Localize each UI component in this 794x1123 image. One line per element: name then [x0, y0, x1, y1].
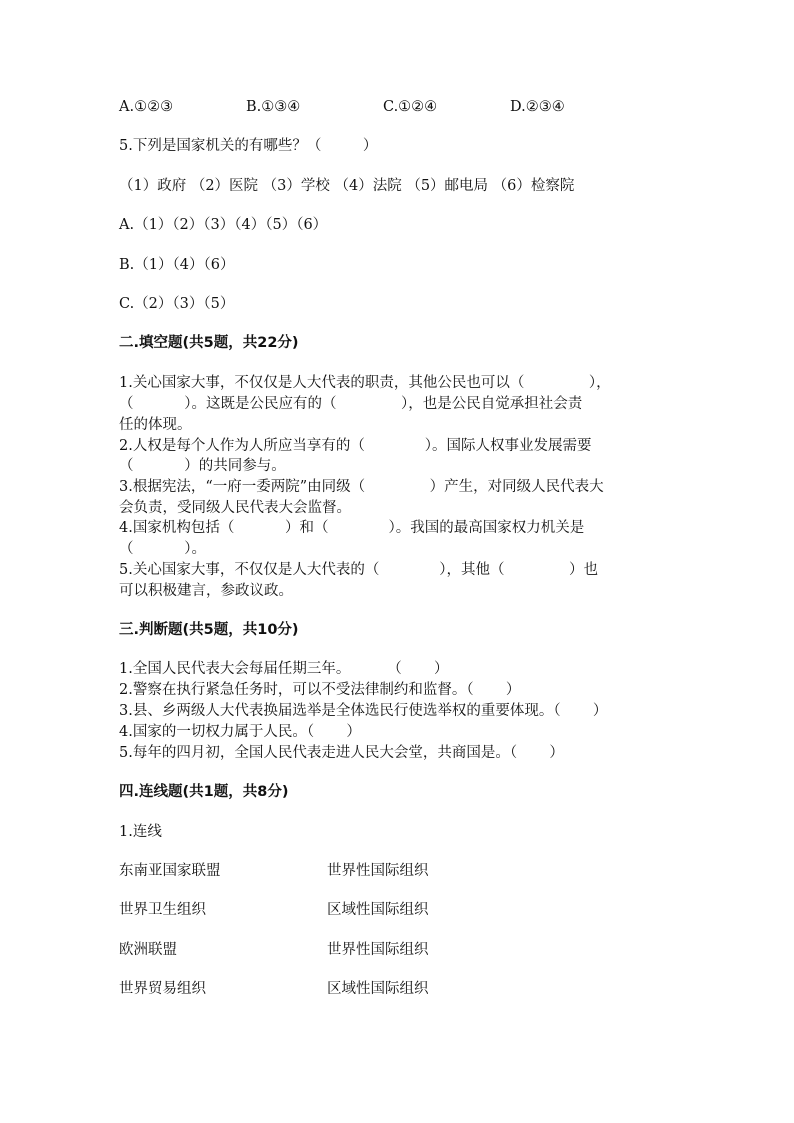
q5-stem: 5.下列是国家机关的有哪些？（ ）: [119, 138, 378, 154]
q4-option-b: B.①③④: [246, 99, 301, 115]
section2-line: 可以积极建言，参政议政。: [119, 583, 293, 599]
section4-heading: 四.连线题(共1题，共8分): [119, 784, 289, 800]
match-left-item: 世界贸易组织: [119, 981, 206, 997]
section3-line: 5.每年的四月初，全国人民代表走进人民大会堂，共商国是。（ ）: [119, 745, 564, 761]
section2-line: （ ）。这既是公民应有的（ ），也是公民自觉承担社会责: [119, 396, 583, 412]
section2-line: 2.人权是每个人作为人所应当享有的（ ）。国际人权事业发展需要: [119, 438, 592, 454]
q4-option-d: D.②③④: [510, 99, 565, 115]
q5-choice-b: B.（1）（4）（6）: [119, 257, 235, 273]
section2-line: 会负责，受同级人民代表大会监督。: [119, 500, 351, 516]
section3-line: 2.警察在执行紧急任务时，可以不受法律制约和监督。（ ）: [119, 682, 521, 698]
match-right-item: 世界性国际组织: [327, 942, 429, 958]
q5-choice-a: A.（1）（2）（3）（4）（5）（6）: [119, 217, 328, 233]
section4-stem: 1.连线: [119, 824, 162, 840]
section2-line: 4.国家机构包括（ ）和（ ）。我国的最高国家权力机关是: [119, 520, 585, 536]
section2-line: 1.关心国家大事，不仅仅是人大代表的职责，其他公民也可以（ ），: [119, 375, 611, 391]
section2-line: 任的体现。: [119, 417, 192, 433]
section2-line: （ ）的共同参与。: [119, 458, 286, 474]
q4-option-c: C.①②④: [383, 99, 438, 115]
match-left-item: 欧洲联盟: [119, 942, 177, 958]
match-left-item: 世界卫生组织: [119, 902, 206, 918]
q4-option-a: A.①②③: [119, 99, 174, 115]
section3-line: 3.县、乡两级人大代表换届选举是全体选民行使选举权的重要体现。（ ）: [119, 703, 608, 719]
q5-choice-c: C.（2）（3）（5）: [119, 296, 235, 312]
section3-line: 1.全国人民代表大会每届任期三年。 （ ）: [119, 661, 449, 677]
q5-items: （1）政府 （2）医院 （3）学校 （4）法院 （5）邮电局 （6）检察院: [119, 178, 575, 194]
match-right-item: 区域性国际组织: [327, 902, 429, 918]
section2-heading: 二.填空题(共5题，共22分): [119, 335, 299, 351]
section2-line: 5.关心国家大事，不仅仅是人大代表的（ ），其他（ ）也: [119, 562, 599, 578]
match-left-item: 东南亚国家联盟: [119, 863, 221, 879]
match-right-item: 世界性国际组织: [327, 863, 429, 879]
section3-line: 4.国家的一切权力属于人民。（ ）: [119, 724, 361, 740]
section3-heading: 三.判断题(共5题，共10分): [119, 622, 299, 638]
section2-line: （ ）。: [119, 541, 206, 557]
match-right-item: 区域性国际组织: [327, 981, 429, 997]
section2-line: 3.根据宪法，“一府一委两院”由同级（ ）产生，对同级人民代表大: [119, 479, 604, 495]
